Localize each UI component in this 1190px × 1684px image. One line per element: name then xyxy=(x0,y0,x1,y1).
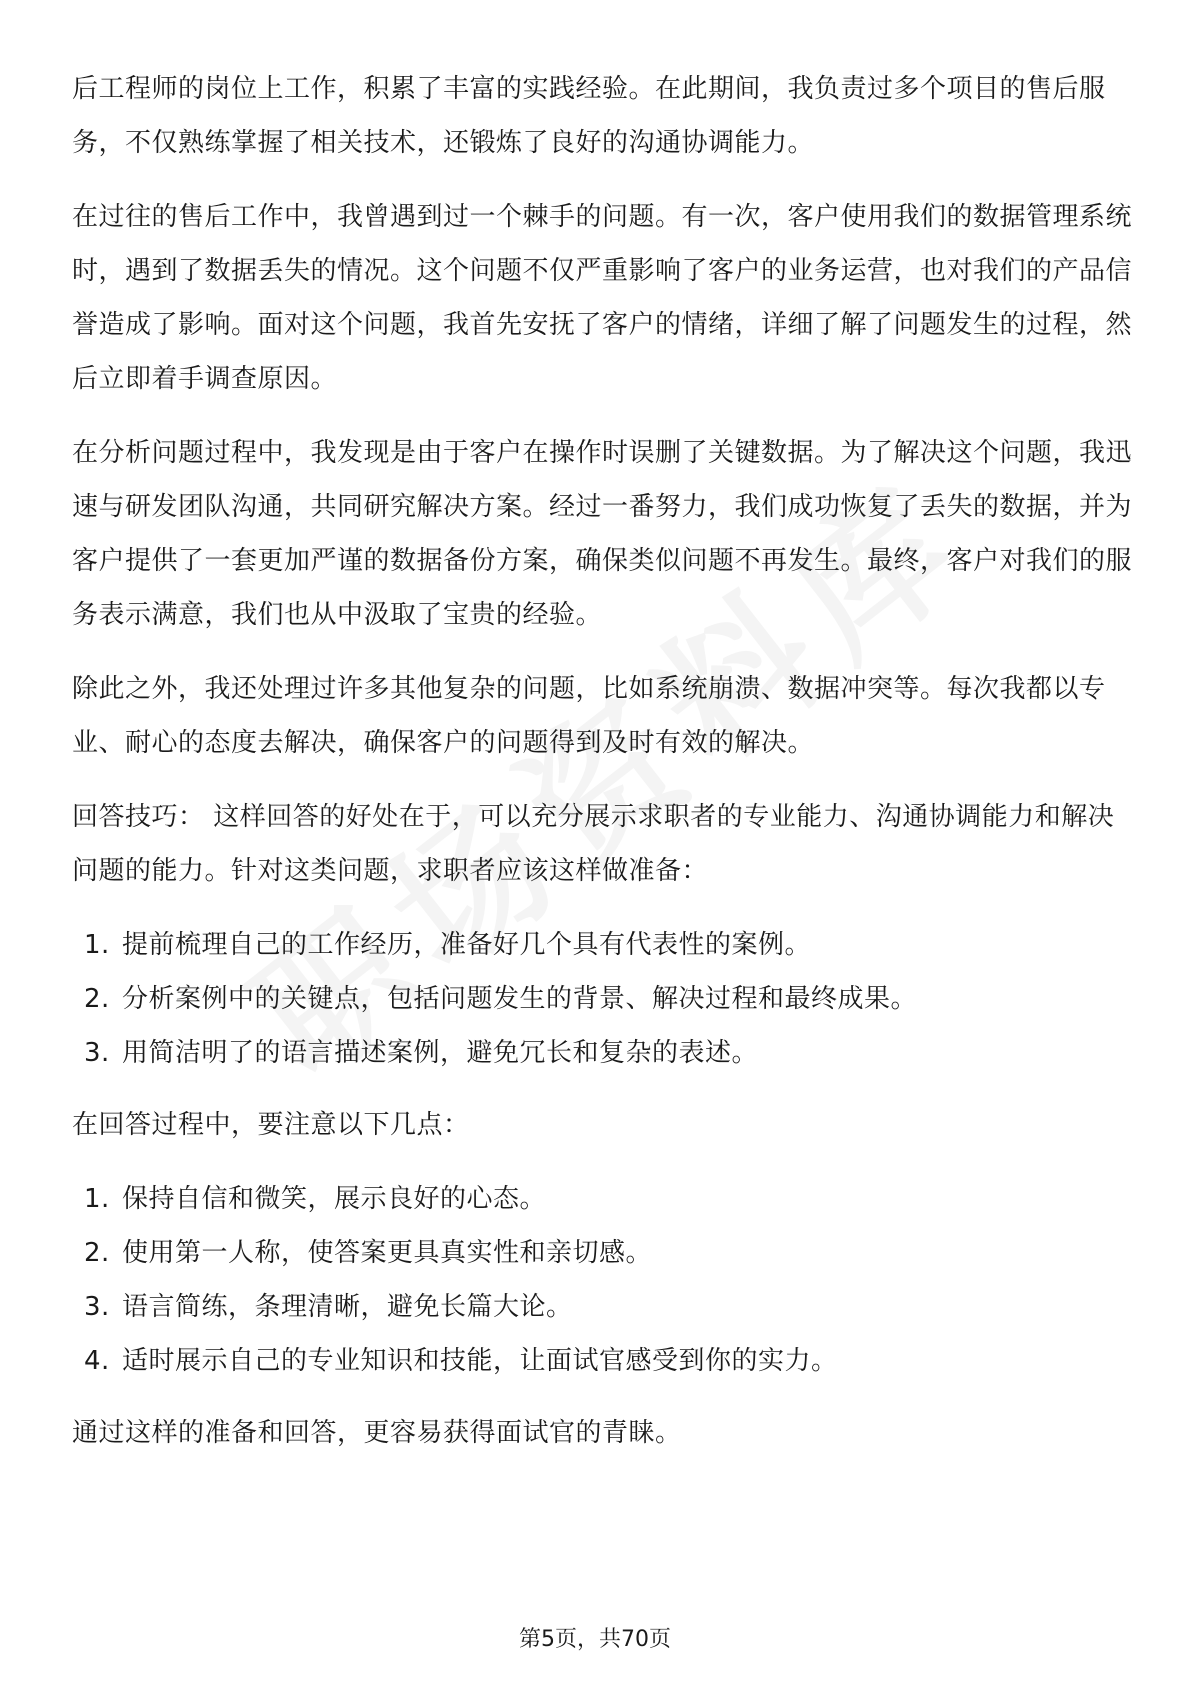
list-item-text: 适时展示自己的专业知识和技能，让面试官感受到你的实力。 xyxy=(122,1346,838,1376)
paragraph-4: 除此之外，我还处理过许多其他复杂的问题，比如系统崩溃、数据冲突等。每次我都以专业、耐心的态度去解决，确保客户的问题得到及时有效的解决。 xyxy=(72,674,1106,758)
paragraph-1: 后工程师的岗位上工作，积累了丰富的实践经验。在此期间，我负责过多个项目的售后服务，不仅熟练掌握了相关技术，还锻炼了良好的沟通协调能力。 xyxy=(72,74,1106,158)
paragraph-3: 在分析问题过程中，我发现是由于客户在操作时误删了关键数据。为了解决这个问题，我迅速与研发团队沟通，共同研究解决方案。经过一番努力，我们成功恢复了丢失的数据，并为客户提供了一套更加严谨的数据备份方案，确保类似问题不再发生。最终，客户对我们的服务表示满意，我们也从中汲取了宝贵的经验。 xyxy=(72,438,1133,630)
preparation-list xyxy=(72,918,1132,1080)
list-number: 2. xyxy=(84,1238,110,1268)
list-item-text: 分析案例中的关键点，包括问题发生的背景、解决过程和最终成果。 xyxy=(122,984,918,1014)
list-item-text: 提前梳理自己的工作经历，准备好几个具有代表性的案例。 xyxy=(122,930,812,960)
list-number: 3. xyxy=(84,1038,110,1068)
list-item xyxy=(72,1334,1132,1388)
list-item xyxy=(72,1026,1132,1080)
list-number: 1. xyxy=(84,930,110,960)
list-item-text: 使用第一人称，使答案更具真实性和亲切感。 xyxy=(122,1238,653,1268)
list-number: 2. xyxy=(84,984,110,1014)
list-item xyxy=(72,1226,1132,1280)
list-number: 3. xyxy=(84,1292,110,1322)
list-item-text: 语言简练，条理清晰，避免长篇大论。 xyxy=(122,1292,573,1322)
list-item xyxy=(72,918,1132,972)
list-item-text: 用简洁明了的语言描述案例，避免冗长和复杂的表述。 xyxy=(122,1038,759,1068)
list-number: 1. xyxy=(84,1184,110,1214)
list-number: 4. xyxy=(84,1346,110,1376)
paragraph-7: 通过这样的准备和回答，更容易获得面试官的青睐。 xyxy=(72,1418,682,1448)
page-footer: 第5页，共70页 xyxy=(519,1627,671,1652)
answer-tips-paragraph: 回答技巧： 这样回答的好处在于，可以充分展示求职者的专业能力、沟通协调能力和解决问题的能力。针对这类问题，求职者应该这样做准备： xyxy=(72,802,1115,886)
paragraph-2: 在过往的售后工作中，我曾遇到过一个棘手的问题。有一次，客户使用我们的数据管理系统时，遇到了数据丢失的情况。这个问题不仅严重影响了客户的业务运营，也对我们的产品信誉造成了影响。面对这个问题，我首先安抚了客户的情绪，详细了解了问题发生的过程，然后立即着手调查原因。 xyxy=(72,202,1133,394)
attention-points-list xyxy=(72,1172,1132,1388)
list-item xyxy=(72,972,1132,1026)
list-item xyxy=(72,1280,1132,1334)
list-item-text: 保持自信和微笑，展示良好的心态。 xyxy=(122,1184,547,1214)
paragraph-6: 在回答过程中，要注意以下几点： xyxy=(72,1110,470,1140)
document-body xyxy=(72,62,1132,1480)
list-item xyxy=(72,1172,1132,1226)
